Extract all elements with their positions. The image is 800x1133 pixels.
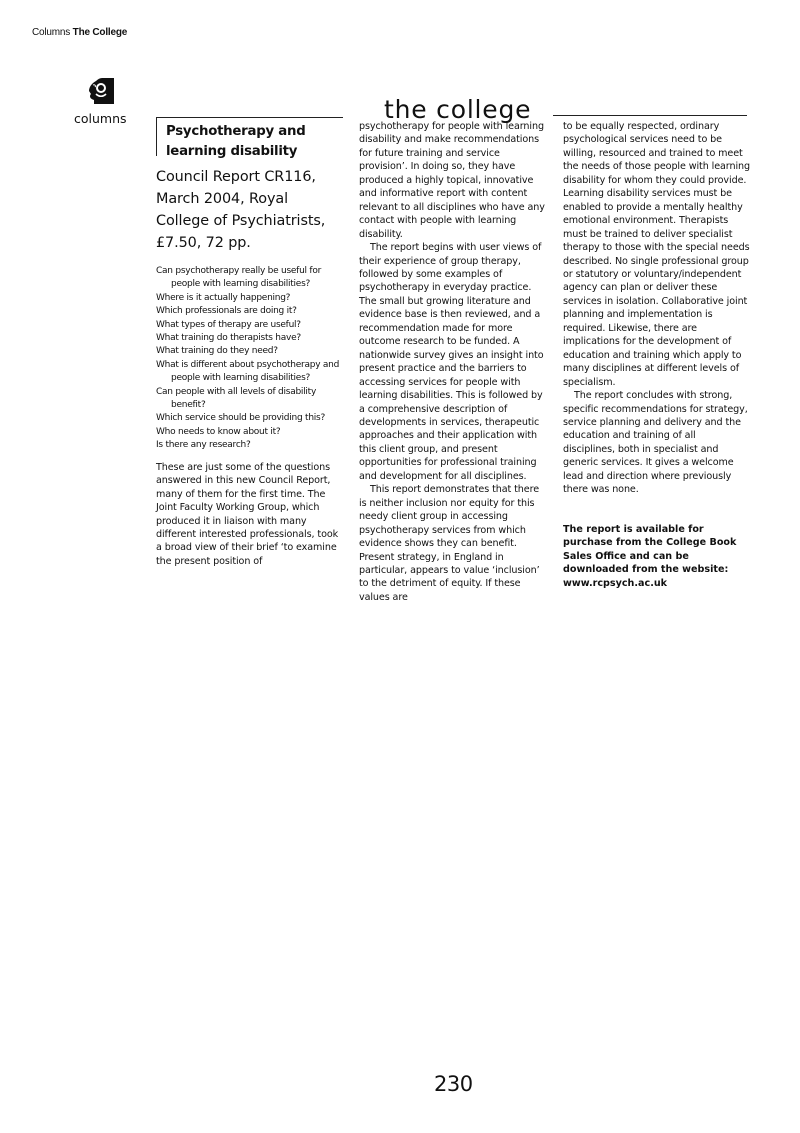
body-paragraph: to be equally respected, ordinary psychological services need to be willing, resourced and trained to meet the needs of those people with learning disability for whom they could provide. Learning disability services must be enabled to provide a mentally healthy emotional environment. Therapists must be trained to deliver specialist therapy to those with the special needs described. No single professional group or statutory or voluntary/independent agency can plan or deliver these services in isolation. Collaborative joint planning and implementation is required. Likewise, there are implications for the development of education and training which apply to many disciplines at different levels of specialism. [563, 121, 750, 388]
body-paragraph: These are just some of the questions answered in this new Council Report, many of them for the first time. The Joint Faculty Working Group, which produced it in liaison with many different interested professionals, took a broad view of their brief ‘to examine the present position of [156, 461, 339, 567]
list-item: Which professionals are doing it? [156, 306, 297, 317]
body-paragraph: The report begins with user views of their experience of group therapy, followed by some examples of psychotherapy in everyday practice. The small but growing literature and evidence base is then reviewed, and a recommendation made for more outcome research to be funded. A nationwide survey gives an insight into present practice and the barriers to accessing services for people with learning disabilities. This is followed by a comprehensive description of developments in services, therapeutic approaches and their application with this client group, and present opportunities for professional training and development for all disciplines. [359, 242, 544, 482]
body-paragraph: This report demonstrates that there is neither inclusion nor equity for this needy client group in accessing psychotherapy services from which evidence shows they can benefit. Present strategy, in England in particular, appears to value ‘inclusion’ to the detriment of equity. If these values are [359, 484, 540, 603]
review-title-box [156, 117, 343, 159]
list-item: Can psychotherapy really be useful for people with learning disabilities? [156, 266, 322, 290]
page-number: 230 [434, 1072, 473, 1096]
header-rule [553, 115, 747, 116]
list-item: Can people with all levels of disability benefit? [156, 386, 317, 411]
review-title: Psychotherapy and learning disability [166, 124, 306, 159]
column-3 [563, 120, 750, 590]
column-1 [156, 117, 343, 568]
running-head-section: Columns [32, 27, 71, 38]
running-head-subsection: The College [72, 27, 128, 38]
running-head [32, 27, 127, 38]
availability-note: The report is available for purchase from the College Book Sales Office and can be downloaded from the website: www.rcpsych.ac.uk [563, 523, 737, 589]
question-list [156, 265, 343, 453]
body-paragraph: psychotherapy for people with learning disability and make recommendations for future training and service provision’. In doing so, they have produced a highly topical, innovative and informative report with content relevant to all disciplines who have any contact with people with learning disability. [359, 121, 545, 240]
list-item: Where is it actually happening? [156, 292, 291, 303]
list-item: Which service should be providing this? [156, 413, 325, 424]
list-item: What is different about psychotherapy and people with learning disabilities? [156, 359, 340, 384]
list-item: Who needs to know about it? [156, 426, 281, 437]
body-paragraph: The report concludes with strong, specific recommendations for strategy, service planning and delivery and the education and training of all disciplines, both in specialist and generic services. It gives a welcome lead and direction where previously there was none. [563, 390, 748, 496]
section-title: the college [384, 94, 532, 124]
sidebar-columns-label: columns [74, 111, 127, 126]
list-item: What training do therapists have? [156, 333, 301, 344]
list-item: Is there any research? [156, 440, 251, 451]
list-item: What training do they need? [156, 346, 278, 357]
profile-head-logo-icon [88, 76, 116, 106]
review-citation: Council Report CR116, March 2004, Royal College of Psychiatrists, £7.50, 72 pp. [156, 169, 326, 251]
column-2 [359, 120, 546, 604]
list-item: What types of therapy are useful? [156, 319, 301, 330]
